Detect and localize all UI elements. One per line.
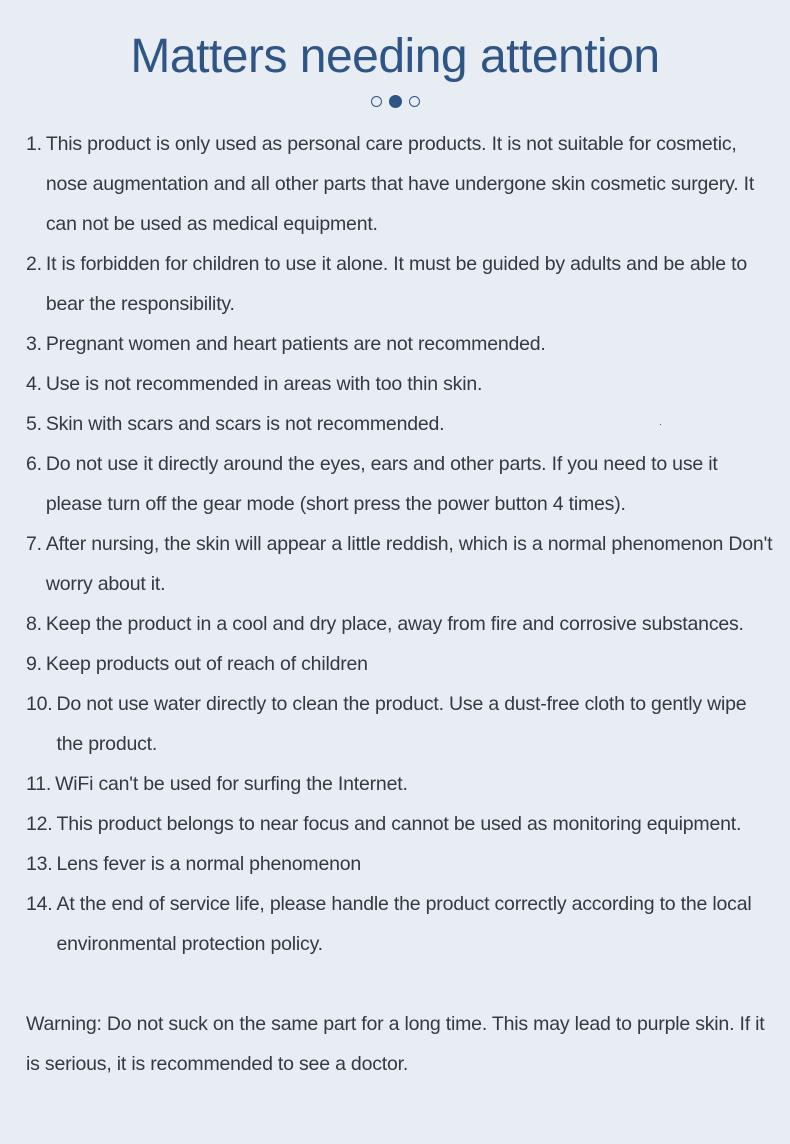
list-item xyxy=(26,764,776,804)
item-text: After nursing, the skin will appear a little reddish, which is a normal phenomenon Don't worry about it. xyxy=(45,533,773,595)
list-item xyxy=(26,524,776,604)
list-item xyxy=(26,244,776,324)
list-item xyxy=(26,644,776,684)
item-number: 1. xyxy=(26,133,42,155)
item-text: WiFi can't be used for surfing the Internet. xyxy=(55,773,408,795)
item-number: 9. xyxy=(26,653,42,675)
item-number: 14. xyxy=(26,893,53,915)
item-number: 8. xyxy=(26,613,42,635)
list-item xyxy=(26,844,776,884)
item-number: 5. xyxy=(26,413,42,435)
warning-note: Warning: Do not suck on the same part for a long time. This may lead to purple skin. If it is serious, it is recommended to see a doctor. xyxy=(26,1013,765,1075)
item-number: 7. xyxy=(26,533,42,555)
list-item xyxy=(26,324,776,364)
item-text: It is forbidden for children to use it alone. It must be guided by adults and be able to bear the responsibility. xyxy=(45,253,747,315)
carousel-indicator xyxy=(0,96,790,108)
item-text: Do not use water directly to clean the product. Use a dust-free cloth to gently wipe the product. xyxy=(56,693,747,755)
list-item xyxy=(26,804,776,844)
list-item xyxy=(26,404,776,444)
stray-mark xyxy=(660,424,661,425)
item-number: 12. xyxy=(26,813,53,835)
item-number: 10. xyxy=(26,693,53,715)
carousel-dot-active[interactable] xyxy=(389,95,402,108)
item-number: 3. xyxy=(26,333,42,355)
item-number: 13. xyxy=(26,853,53,875)
item-text: This product belongs to near focus and cannot be used as monitoring equipment. xyxy=(56,813,742,835)
list-item xyxy=(26,684,776,764)
list-item xyxy=(26,604,776,644)
item-text: Use is not recommended in areas with too thin skin. xyxy=(45,373,483,395)
carousel-dot[interactable] xyxy=(371,96,382,107)
item-number: 11. xyxy=(26,773,52,795)
item-text: Lens fever is a normal phenomenon xyxy=(56,853,362,875)
list-item xyxy=(26,124,776,244)
attention-list xyxy=(26,124,776,964)
item-text: This product is only used as personal care products. It is not suitable for cosmetic, nose augmentation and all other parts that have undergone skin cosmetic surgery. It can not be used as medical equipment. xyxy=(45,133,755,235)
item-text: At the end of service life, please handle the product correctly according to the local environmental protection policy. xyxy=(56,893,752,955)
list-item xyxy=(26,364,776,404)
item-text: Skin with scars and scars is not recommended. xyxy=(45,413,445,435)
carousel-dot[interactable] xyxy=(409,96,420,107)
item-number: 4. xyxy=(26,373,42,395)
item-number: 2. xyxy=(26,253,42,275)
list-item xyxy=(26,444,776,524)
item-text: Keep products out of reach of children xyxy=(45,653,368,675)
page-title: Matters needing attention xyxy=(130,30,660,83)
list-item xyxy=(26,884,776,964)
item-text: Do not use it directly around the eyes, ears and other parts. If you need to use it please turn off the gear mode (short press the power button 4 times). xyxy=(45,453,718,515)
item-text: Keep the product in a cool and dry place, away from fire and corrosive substances. xyxy=(45,613,744,635)
item-text: Pregnant women and heart patients are not recommended. xyxy=(45,333,546,355)
item-number: 6. xyxy=(26,453,42,475)
